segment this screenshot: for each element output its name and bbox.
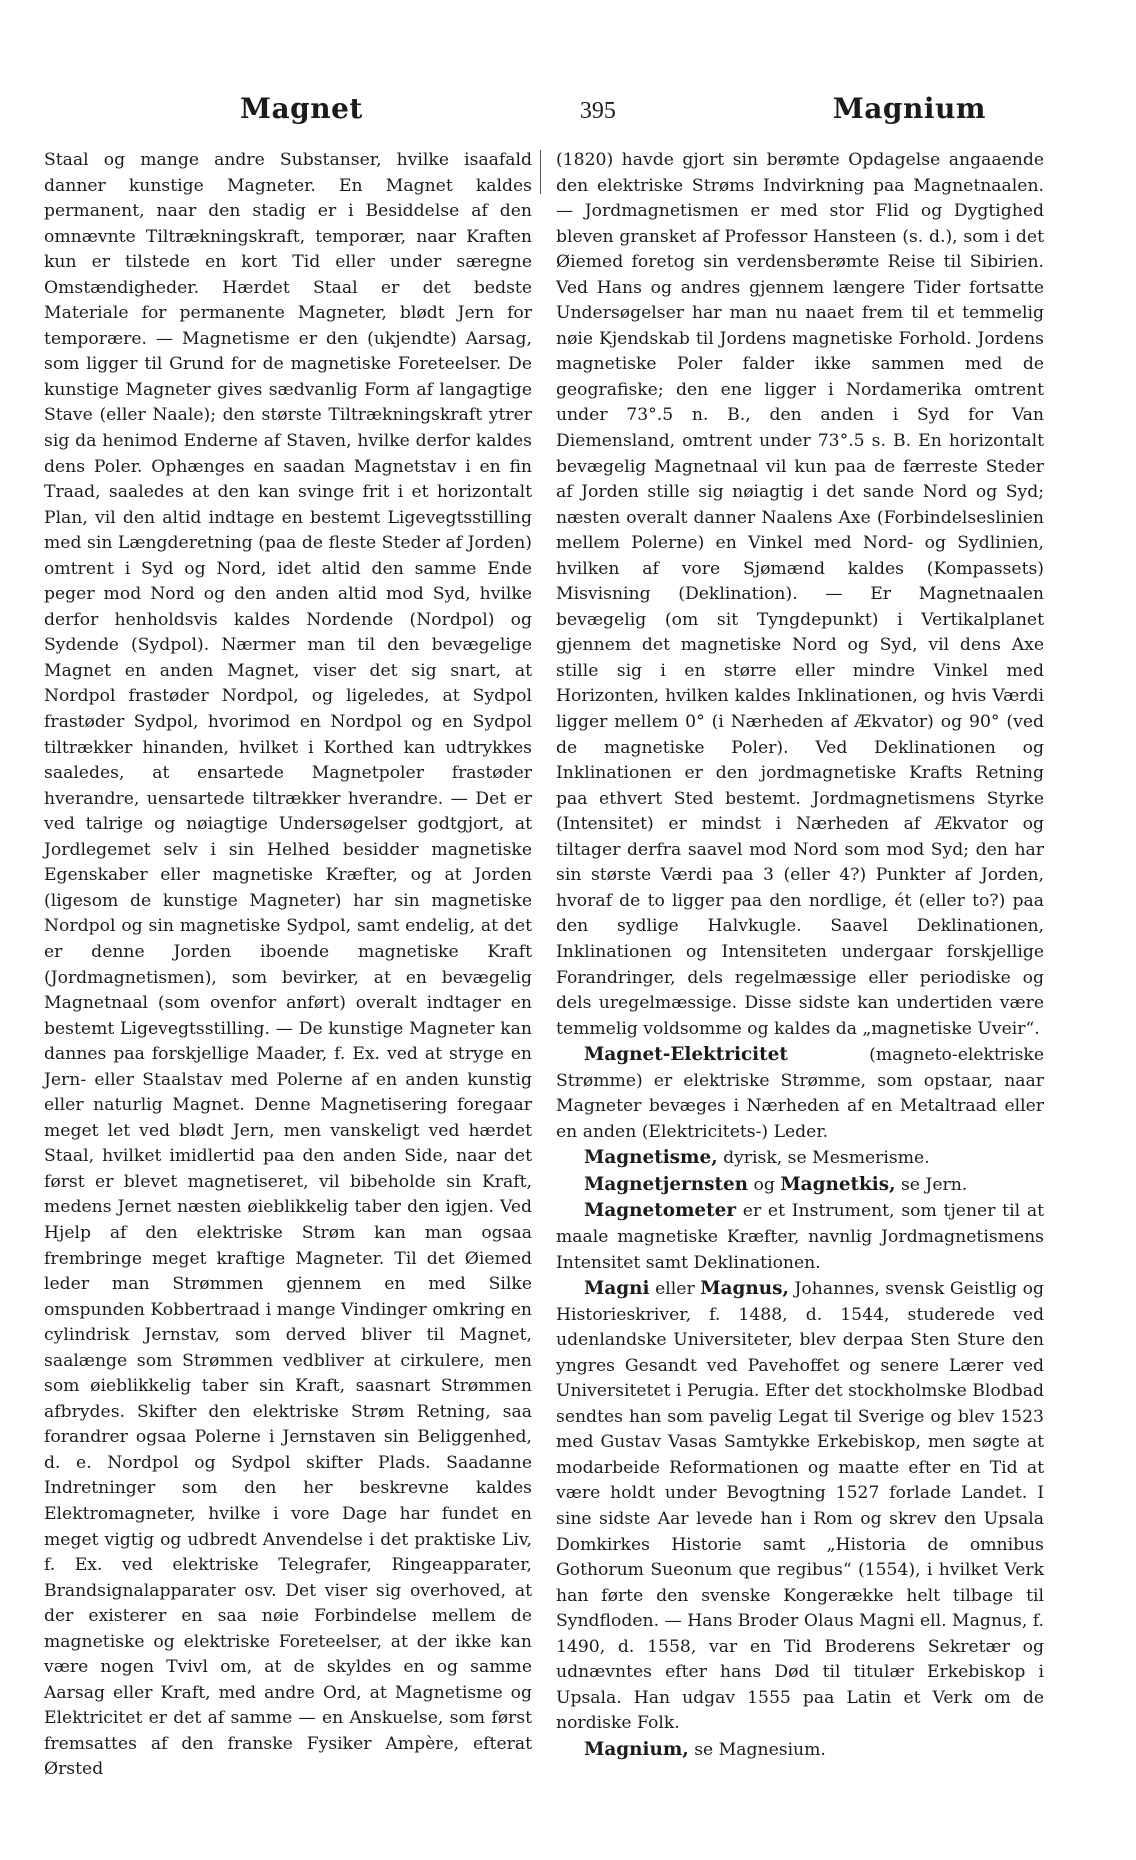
header-right-word: Magnium: [832, 92, 986, 125]
page-header: [40, 92, 1096, 125]
headword: Magnium,: [584, 1738, 689, 1760]
headword-secondary: Magnus,: [700, 1278, 789, 1300]
column-divider: [540, 150, 541, 194]
entry-connector: eller: [649, 1279, 701, 1300]
magnet-entry-continuation-right: (1820) havde gjort sin berømte Opdagelse angaaende den elektriske Strøms Indvirkning paa Magnetnaalen. — Jordmagnetismen er med stor Flid og Dygtighed bleven gransket af Professor Hansteen (s. d.), som i det Øiemed foretog sin verdensberømte Reise til Sibirien. Ved Hans og andres gjennem længere Tider fortsatte Undersøgelser har man nu naaet frem til et temmelig nøie Kjendskab til Jordens magnetiske Forhold. Jordens magnetiske Poler falder ikke sammen med de geografiske; den ene ligger i Nordamerika omtrent under 73°.5 n. B., den anden i Syd for Van Diemensland, omtrent under 73°.5 s. B. En horizontalt bevægelig Magnetnaal vil kun paa de færreste Steder af Jorden stille sig nøiagtig i det sande Nord og Syd; næsten overalt danner Naalens Axe (Forbindelseslinien mellem Polerne) en Vinkel med Nord- og Sydlinien, hvilken af vore Sjømænd kaldes (Kompassets) Misvisning (Deklination). — Er Magnetnaalen bevægelig (om sit Tyngdepunkt) i Vertikalplanet gjennem det magnetiske Nord og Syd, vil dens Axe stille sig i en større eller mindre Vinkel med Horizonten, hvilken kaldes Inklinationen, og hvis Værdi ligger mellem 0° (i Nærheden af Ækvator) og 90° (ved de magnetiske Poler). Ved Deklinationen og Inklinationen er den jordmagnetiske Krafts Retning paa ethvert Sted bestemt. Jordmagnetismens Styrke (Intensitet) er mindst i Nærheden af Ækvator og tiltager derfra saavel mod Nord som mod Syd; den har sin største Værdi paa 3 (eller 4?) Punkter af Jorden, hvoraf de to ligger paa den nordlige, ét (eller to?) paa den sydlige Halvkugle. Saavel Deklinationen, Inklinationen og Intensiteten undergaar forskjellige Forandringer, dels regelmæssige eller periodiske og dels uregelmæssige. Disse sidste kan undertiden være temmelig voldsomme og kaldes da „magnetiske Uveir“.: [556, 150, 1044, 1039]
entry-connector: og: [748, 1174, 781, 1195]
headword: Magnet-Elektricitet: [584, 1044, 788, 1066]
left-column: [44, 148, 532, 1783]
entry-text: dyrisk, se Mesmerisme.: [717, 1148, 930, 1169]
entry-magni: [556, 1276, 1044, 1737]
entry-magnetjernsten: [556, 1172, 1044, 1199]
page-number: 395: [579, 98, 616, 124]
header-left-word: Magnet: [240, 92, 363, 125]
right-column: [556, 148, 1044, 1763]
entry-magnet-elektricitet: [556, 1042, 1044, 1145]
entry-text: (magneto-elektriske Strømme) er elektriske Strømme, som opstaar, naar Magneter bevæges i Nærheden af en Metaltraad eller en anden (Elektricitets-) Leder.: [556, 1045, 1044, 1142]
entry-magnetisme: [556, 1145, 1044, 1172]
entry-text: se Jern.: [895, 1174, 968, 1195]
entry-text: er et Instrument, som tjener til at maale magnetiske Kræfter, navnlig Jordmagnetismens Intensitet samt Deklinationen.: [556, 1201, 1044, 1273]
headword-secondary: Magnetkis,: [780, 1173, 896, 1195]
entry-text: se Magnesium.: [688, 1739, 826, 1760]
headword: Magnetometer: [584, 1200, 737, 1222]
entry-text: Johannes, svensk Geistlig og Historieskriver, f. 1488, d. 1544, studerede ved udenlandske Universiteter, blev derpaa Sten Sture den yngres Gesandt ved Pavehoffet og senere Lærer ved Universitetet i Perugia. Efter det stockholmske Blodbad sendtes han som pavelig Legat til Sverige og blev 1523 med Gustav Vasas Samtykke Erkebiskop, men søgte at modarbeide Reformationen og maatte efter en Tid at være holdt under Bevogtning 1527 forlade Landet. I sine sidste Aar levede han i Rom og skrev den Upsala Domkirkes Historie samt „Historia de omnibus Gothorum Sueonum que regibus“ (1554), i hvilket Verk han førte den svenske Kongerække helt tilbage til Syndfloden. — Hans Broder Olaus Magni ell. Magnus, f. 1490, d. 1558, var en Tid Broderens Sekretær og udnævntes efter hans Død til titulær Erkebiskop i Upsala. Han udgav 1555 paa Latin et Verk om de nordiske Folk.: [556, 1279, 1045, 1734]
headword: Magni: [584, 1278, 650, 1300]
headword: Magnetisme,: [584, 1147, 718, 1169]
entry-magnetometer: [556, 1198, 1044, 1276]
entry-magnium: [556, 1737, 1044, 1764]
headword: Magnetjernsten: [584, 1173, 749, 1195]
magnet-entry-continuation: Staal og mange andre Substanser, hvilke isaafald danner kunstige Magneter. En Magnet kaldes permanent, naar den stadig er i Besiddelse af den omnævnte Tiltrækningskraft, temporær, naar Kraften kun er tilstede en kort Tid eller under særegne Omstændigheder. Hærdet Staal er det bedste Materiale for permanente Magneter, blødt Jern for temporære. — Magnetisme er den (ukjendte) Aarsag, som ligger til Grund for de magnetiske Foreteelser. De kunstige Magneter gives sædvanlig Form af langagtige Stave (eller Naale); den største Tiltrækningskraft ytrer sig da henimod Enderne af Staven, hvilke derfor kaldes dens Poler. Ophænges en saadan Magnetstav i en fin Traad, saaledes at den kan svinge frit i et horizontalt Plan, vil den altid indtage en bestemt Ligevegtsstilling med sin Længderetning (paa de fleste Steder af Jorden) omtrent i Syd og Nord, idet altid den samme Ende peger mod Nord og den anden altid mod Syd, hvilke derfor henholdsvis kaldes Nordende (Nordpol) og Sydende (Sydpol). Nærmer man til den bevægelige Magnet en anden Magnet, viser det sig snart, at Nordpol frastøder Nordpol, og ligeledes, at Sydpol frastøder Sydpol, hvorimod en Nordpol og en Sydpol tiltrækker hinanden, hvilket i Korthed kan udtrykkes saaledes, at ensartede Magnetpoler frastøder hverandre, uensartede tiltrækker hverandre. — Det er ved talrige og nøiagtige Undersøgelser godtgjort, at Jordlegemet selv i sin Helhed besidder magnetiske Egenskaber eller magnetiske Kræfter, og at Jorden (ligesom de kunstige Magneter) har sin magnetiske Nordpol og sin magnetiske Sydpol, samt endelig, at det er denne Jorden iboende magnetiske Kraft (Jordmagnetismen), som bevirker, at en bevægelig Magnetnaal (som ovenfor anført) overalt indtager en bestemt Ligevegtsstilling. — De kunstige Magneter kan dannes paa forskjellige Maader, f. Ex. ved at stryge en Jern- eller Staalstav med Polerne af en anden kunstig eller naturlig Magnet. Denne Magnetisering foregaar meget let ved blødt Jern, men vanskeligt ved hærdet Staal, hvilket imidlertid paa den anden Side, naar det først er blevet magnetiseret, vil bibeholde sin Kraft, medens Jernet næsten øieblikkelig taber den igjen. Ved Hjelp af den elektriske Strøm kan man ogsaa frembringe meget kraftige Magneter. Til det Øiemed leder man Strømmen gjennem en med Silke omspunden Kobbertraad i mange Vindinger omkring en cylindrisk Jernstav, som derved bliver til Magnet, saalænge som Strømmen vedbliver at cirkulere, men som øieblikkelig taber sin Kraft, saasnart Strømmen afbrydes. Skifter den elektriske Strøm Retning, saa forandrer ogsaa Polerne i Jernstaven sin Beliggenhed, d. e. Nordpol og Sydpol skifter Plads. Saadanne Indretninger som den her beskrevne kaldes Elektromagneter, hvilke i vore Dage har fundet en meget vigtig og udbredt Anvendelse i det praktiske Liv, f. Ex. ved elektriske Telegrafer, Ringeapparater, Brandsignalapparater osv. Det viser sig overhoved, at der existerer en saa nøie Forbindelse mellem de magnetiske og elektriske Foreteelser, at der ikke kan være nogen Tvivl om, at de skyldes en og samme Aarsag eller Kraft, med andre Ord, at Magnetisme og Elektricitet er det af samme — en Anskuelse, som først fremsattes af den franske Fysiker Ampère, efterat Ørsted: [44, 150, 532, 1780]
